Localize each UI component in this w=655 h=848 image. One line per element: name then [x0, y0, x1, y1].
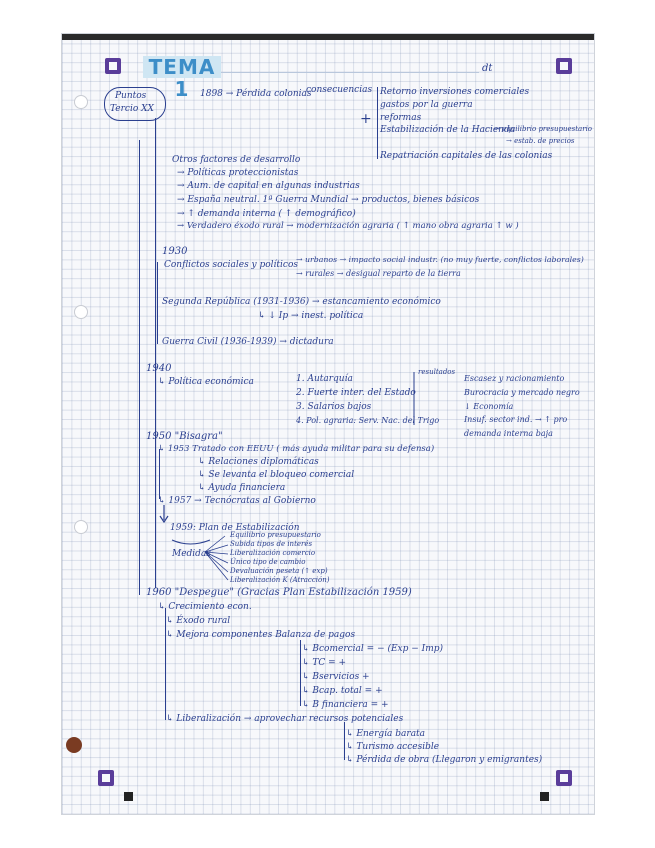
measure-item: Único tipo de cambio — [230, 558, 306, 566]
note-line: 1959: Plan de Estabilización — [170, 523, 300, 533]
note-line: → urbanos → impacto social industr. (no muy fuerte, conflictos laborales) — [296, 255, 584, 264]
note-line: ↳ 1953 Tratado con EEUU ( más ayuda militar para su defensa) — [158, 444, 435, 454]
note-line: Repatriación capitales de las colonias — [380, 151, 553, 161]
date-mark: dt — [482, 63, 493, 74]
measure-item: Liberalización comercio — [230, 549, 316, 557]
note-line: 1898 → Pérdida colonias — [200, 89, 312, 99]
note-line: ↳ ↓ Ip → inest. política — [258, 311, 364, 321]
note-line: ↳ Se levanta el bloqueo comercial — [198, 470, 355, 480]
note-line: ↳ Bservicios + — [302, 672, 370, 682]
cloud-line-1: Puntos — [115, 91, 147, 101]
note-line: ↓ Economía — [464, 402, 514, 411]
note-line: ↳ Liberalización → aprovechar recursos potenciales — [166, 714, 404, 724]
note-line: → rurales → desigual reparto de la tierra — [296, 269, 461, 278]
note-line: → España neutral. 1ª Guerra Mundial → productos, bienes básicos — [177, 195, 480, 205]
note-line: ↳ TC = + — [302, 658, 347, 668]
note-line: Guerra Civil (1936-1939) → dictadura — [162, 337, 334, 347]
page-title: TEMA 1 — [143, 56, 221, 78]
note-line: Burocracia y mercado negro — [464, 388, 580, 397]
note-line: consecuencias — [306, 85, 373, 95]
measure-item: Liberalización K (Atracción) — [230, 576, 330, 584]
note-line: Estabilización de la Hacienda — [380, 125, 516, 135]
note-line: ↳ Mejora componentes Balanza de pagos — [166, 630, 356, 640]
note-line: Retorno inversiones comerciales — [380, 87, 530, 97]
note-line: ↳ Turismo accesible — [346, 742, 440, 752]
note-line: 4. Pol. agraria: Serv. Nac. del Trigo — [296, 416, 440, 425]
note-line: ↳ Política económica — [158, 377, 254, 387]
note-line: ↳ Crecimiento econ. — [158, 602, 252, 612]
note-line: ↳ Pérdida de obra (Llegaron y emigrantes) — [346, 755, 543, 765]
note-line: ↳ Energía barata — [346, 729, 426, 739]
plus-sign: + — [360, 111, 372, 127]
note-line: Escasez y racionamiento — [464, 374, 565, 383]
note-line: ↳ 1957 → Tecnócratas al Gobierno — [158, 496, 316, 506]
measure-brace — [172, 540, 210, 544]
year-heading: 1950 "Bisagra" — [146, 431, 223, 442]
note-line: ↳ Ayuda financiera — [198, 483, 286, 493]
note-line: Otros factores de desarrollo — [172, 155, 301, 165]
note-line: 3. Salarios bajos — [296, 402, 372, 412]
note-line: → estab. de precios — [506, 137, 575, 145]
measure-item: Equilibrio presupuestario — [230, 531, 321, 539]
note-line: → Aum. de capital en algunas industrias — [177, 181, 360, 191]
note-line: → equilibrio presupuestario — [494, 125, 593, 133]
note-line: 2. Fuerte inter. del Estado — [296, 388, 416, 398]
note-line: → Políticas proteccionistas — [177, 168, 299, 178]
note-line: Medidas — [172, 549, 211, 559]
note-line: reformas — [380, 113, 422, 123]
note-line: → ↑ demanda interna ( ↑ demográfico) — [177, 209, 356, 219]
note-line: ↳ B financiera = + — [302, 700, 389, 710]
year-heading: 1930 — [162, 246, 188, 257]
measure-item: Devaluación peseta (↑ exp) — [230, 567, 328, 575]
note-line: ↳ Bcap. total = + — [302, 686, 383, 696]
year-heading: 1940 — [146, 363, 172, 374]
cloud-line-2: Tercio XX — [110, 104, 154, 114]
note-line: gastos por la guerra — [380, 100, 473, 110]
note-line: ↳ Bcomercial = − (Exp − Imp) — [302, 644, 444, 654]
year-heading: 1960 "Despegue" (Gracias Plan Estabilización 1959) — [146, 587, 412, 598]
measure-item: Subida tipos de interés — [230, 540, 313, 548]
note-line: Segunda República (1931-1936) → estancamiento económico — [162, 297, 441, 307]
note-line: demanda interna baja — [464, 429, 553, 438]
note-line: Insuf. sector ind. → ↑ pro — [464, 415, 568, 424]
note-line: → Verdadero éxodo rural → modernización agraria ( ↑ mano obra agraria ↑ w ) — [177, 221, 519, 231]
note-line: 1. Autarquía — [296, 374, 353, 384]
note-line: resultados — [418, 368, 456, 376]
note-line: Conflictos sociales y políticos — [164, 260, 298, 270]
note-line: ↳ Relaciones diplomáticas — [198, 457, 319, 467]
note-line: ↳ Éxodo rural — [166, 616, 231, 626]
